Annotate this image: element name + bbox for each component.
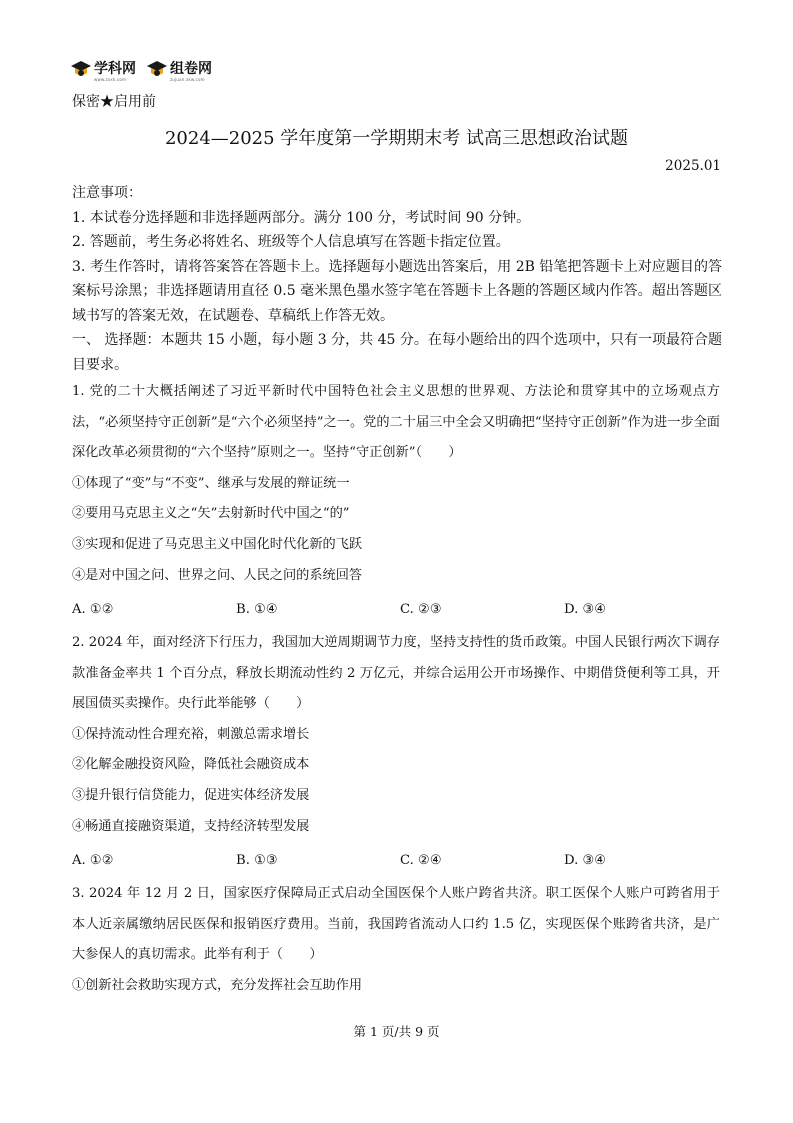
xuekewang-logo (70, 58, 136, 82)
option-a: A. ①② (72, 853, 114, 868)
page-title: 2024—2025 学年度第一学期期末考 试高三思想政治试题 (164, 128, 629, 149)
statement-item: ③实现和促进了马克思主义中国化时代化新的飞跃 (72, 536, 363, 552)
option-c: C. ②③ (400, 602, 442, 617)
option-b: B. ①④ (236, 602, 278, 617)
statement-item: ④畅通直接融资渠道，支持经济转型发展 (72, 818, 310, 834)
instruction-item: 2. 答题前，考生务必将姓名、班级等个人信息填写在答题卡指定位置。 (72, 234, 510, 250)
question-2-options (72, 853, 728, 868)
graduation-cap-icon (146, 60, 168, 80)
statement-item: ①体现了“变”与“不变”、继承与发展的辩证统一 (72, 475, 350, 491)
question-3 (72, 879, 720, 1001)
zujuanwang-logo (146, 58, 212, 82)
option-a: A. ①② (72, 602, 114, 617)
logo1-text: 学科网 (94, 61, 136, 77)
option-c: C. ②④ (400, 853, 442, 868)
question-stem: 3. 2024 年 12 月 2 日，国家医疗保障局正式启动全国医保个人账户跨省共济。职工医保个人账户可跨省用于本人近亲属缴纳居民医保和报销医疗费用。当前，我国跨省流动人口约 1.5 亿，实现医保个账跨省共济，是广大参保人的真切需求。此举有利于（ ） (72, 886, 720, 963)
instruction-item: 1. 本试卷分选择题和非选择题两部分。满分 100 分，考试时间 90 分钟。 (72, 209, 531, 226)
statement-item: ②要用马克思主义之“矢”去射新时代中国之“的” (72, 506, 350, 522)
question-1-options (72, 602, 728, 617)
statement-item: ①创新社会救助实现方式，充分发挥社会互助作用 (72, 977, 363, 993)
page-footer: 第 1 页/共 9 页 (353, 1024, 440, 1039)
exam-date: 2025.01 (665, 158, 721, 174)
logo1-sub: www.zxxk.com (94, 77, 127, 82)
logo-bar (70, 58, 222, 82)
option-d: D. ③④ (564, 602, 607, 617)
statement-item: ②化解金融投资风险，降低社会融资成本 (72, 757, 310, 773)
question-stem: 2. 2024 年，面对经济下行压力，我国加大逆周期调节力度，坚持支持性的货币政策。中国人民银行两次下调存款准备金率共 1 个百分点，释放长期流动性约 2 万亿元，并综合运用公开市场操作、中期借贷便利等工具，开展国债买卖操作。央行此举能够（ ） (72, 635, 720, 712)
logo2-sub: zujuan.xkw.com (170, 77, 205, 82)
statement-item: ③提升银行信贷能力，促进实体经济发展 (72, 787, 310, 803)
instructions (72, 181, 722, 377)
question-2 (72, 628, 720, 842)
instruction-item: 3. 考生作答时，请将答案答在答题卡上。选择题每小题选出答案后，用 2B 铅笔把答题卡上对应题目的答案标号涂黑；非选择题请用直径 0.5 毫米黑色墨水签字笔在答题卡上各题的答题区域内作答。超出答题区域书写的答案无效，在试题卷、草稿纸上作答无效。 (72, 258, 722, 324)
instructions-heading: 注意事项： (72, 185, 142, 201)
logo2-text: 组卷网 (170, 61, 212, 77)
confidential-label: 保密★启用前 (72, 94, 156, 110)
option-d: D. ③④ (564, 853, 607, 868)
question-1 (72, 377, 720, 591)
question-stem: 1. 党的二十大概括阐述了习近平新时代中国特色社会主义思想的世界观、方法论和贯穿其中的立场观点方法，“必须坚持守正创新”是“六个必须坚持”之一。党的二十届三中全会又明确把“坚持守正创新”作为进一步全面深化改革必须贯彻的“六个坚持”原则之一。坚持“守正创新”（ ） (72, 384, 720, 461)
graduation-cap-icon (70, 60, 92, 80)
statement-item: ①保持流动性合理充裕，刺激总需求增长 (72, 726, 310, 742)
section-heading: 一、 选择题：本题共 15 小题，每小题 3 分，共 45 分。在每小题给出的四个选项中，只有一项最符合题目要求。 (72, 332, 722, 373)
statement-item: ④是对中国之问、世界之问、人民之问的系统回答 (72, 567, 363, 583)
option-b: B. ①③ (236, 853, 278, 868)
